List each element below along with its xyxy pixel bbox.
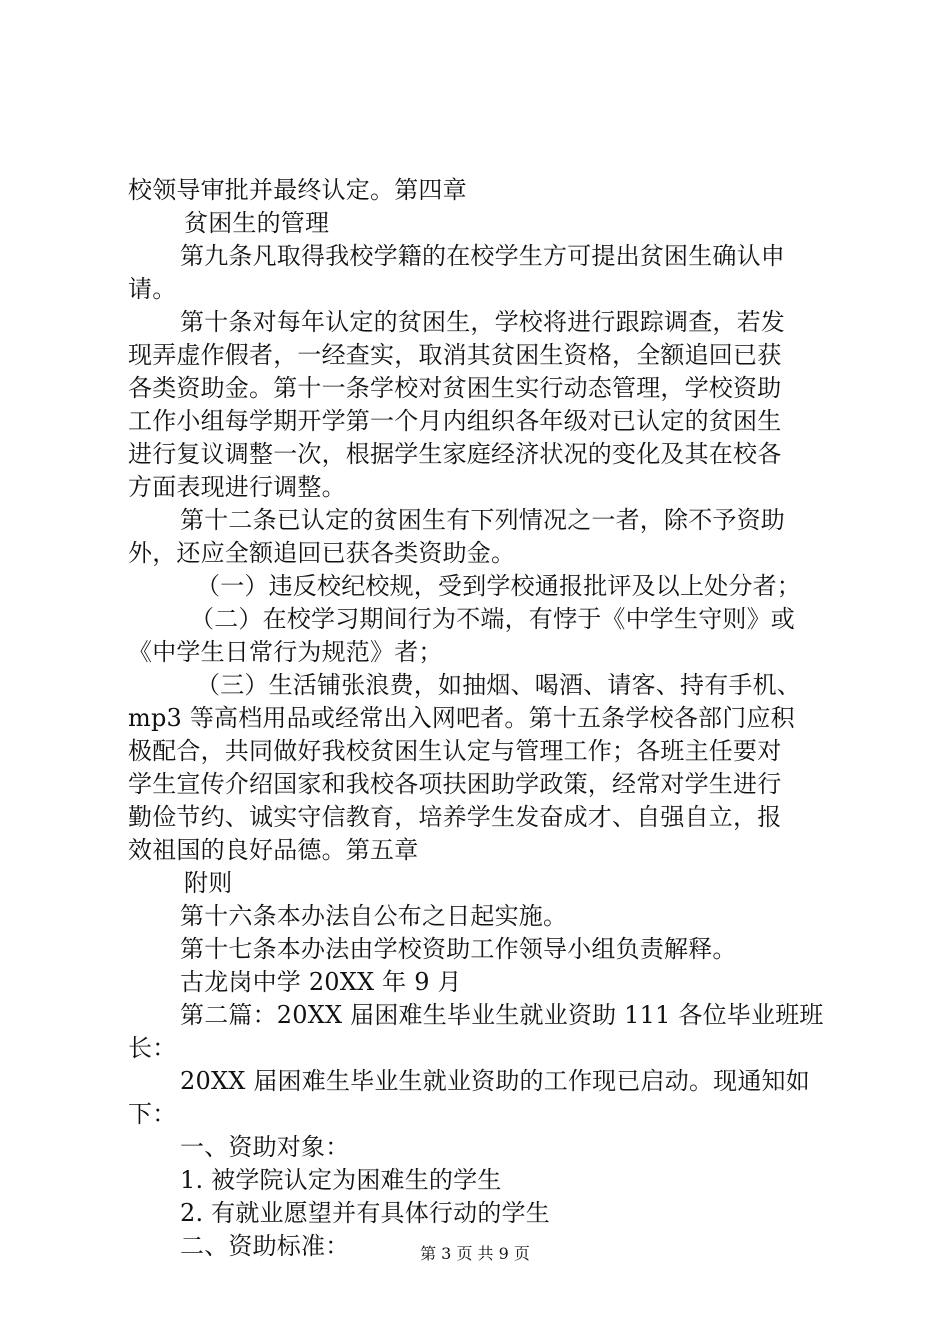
text-line: 贫困生的管理 [184, 209, 330, 237]
text-line: 请。 [128, 275, 177, 303]
text-line: mp3 等高档用品或经常出入网吧者。第十五条学校各部门应积 [128, 704, 795, 732]
text-line: 二、资助标准： [180, 1232, 350, 1260]
text-line: 校领导审批并最终认定。第四章 [128, 176, 467, 204]
text-line: 一、资助对象： [180, 1133, 350, 1161]
text-line: 极配合，共同做好我校贫困生认定与管理工作；各班主任要对 [128, 737, 782, 765]
text-line: 现弄虚作假者，一经查实，取消其贫困生资格，全额追回已获 [128, 341, 782, 369]
text-line: 1. 被学院认定为困难生的学生 [180, 1166, 502, 1194]
text-line: 学生宣传介绍国家和我校各项扶困助学政策，经常对学生进行 [128, 770, 782, 798]
page-footer [0, 1244, 950, 1264]
text-line: 第十条对每年认定的贫困生，学校将进行跟踪调查，若发 [180, 308, 785, 336]
text-line: （一）违反校纪校规，受到学校通报批评及以上处分者； [196, 572, 801, 600]
text-line: 长： [128, 1034, 177, 1062]
text-line: 进行复议调整一次，根据学生家庭经济状况的变化及其在校各 [128, 440, 782, 468]
text-line: （二）在校学习期间行为不端，有悖于《中学生守则》或 [190, 605, 795, 633]
text-line: 2. 有就业愿望并有具体行动的学生 [180, 1199, 550, 1227]
text-line: 各类资助金。第十一条学校对贫困生实行动态管理，学校资助 [128, 374, 782, 402]
text-line: 附则 [184, 869, 233, 897]
text-line: 《中学生日常行为规范》者； [128, 638, 443, 666]
text-line: 第九条凡取得我校学籍的在校学生方可提出贫困生确认申 [180, 242, 785, 270]
text-line: 古龙岗中学 20XX 年 9 月 [180, 968, 462, 996]
text-line: 第二篇：20XX 届困难生毕业生就业资助 111 各位毕业班班 [180, 1001, 824, 1029]
text-line: 勤俭节约、诚实守信教育，培养学生发奋成才、自强自立，报 [128, 803, 782, 831]
text-line: 第十六条本办法自公布之日起实施。 [180, 902, 568, 930]
text-line: 第十二条已认定的贫困生有下列情况之一者，除不予资助 [180, 506, 785, 534]
text-line: 方面表现进行调整。 [128, 473, 346, 501]
text-line: 效祖国的良好品德。第五章 [128, 836, 419, 864]
document-body [128, 174, 828, 1263]
text-line: 外，还应全额追回已获各类资助金。 [128, 539, 516, 567]
text-line: 工作小组每学期开学第一个月内组织各年级对已认定的贫困生 [128, 407, 782, 435]
text-line: 第十七条本办法由学校资助工作领导小组负责解释。 [180, 935, 737, 963]
page-number-label: 第 3 页 共 9 页 [420, 1244, 530, 1263]
text-line: （三）生活铺张浪费，如抽烟、喝酒、请客、持有手机、 [196, 671, 801, 699]
text-line: 下： [128, 1100, 177, 1128]
text-line: 20XX 届困难生毕业生就业资助的工作现已启动。现通知如 [180, 1067, 810, 1095]
